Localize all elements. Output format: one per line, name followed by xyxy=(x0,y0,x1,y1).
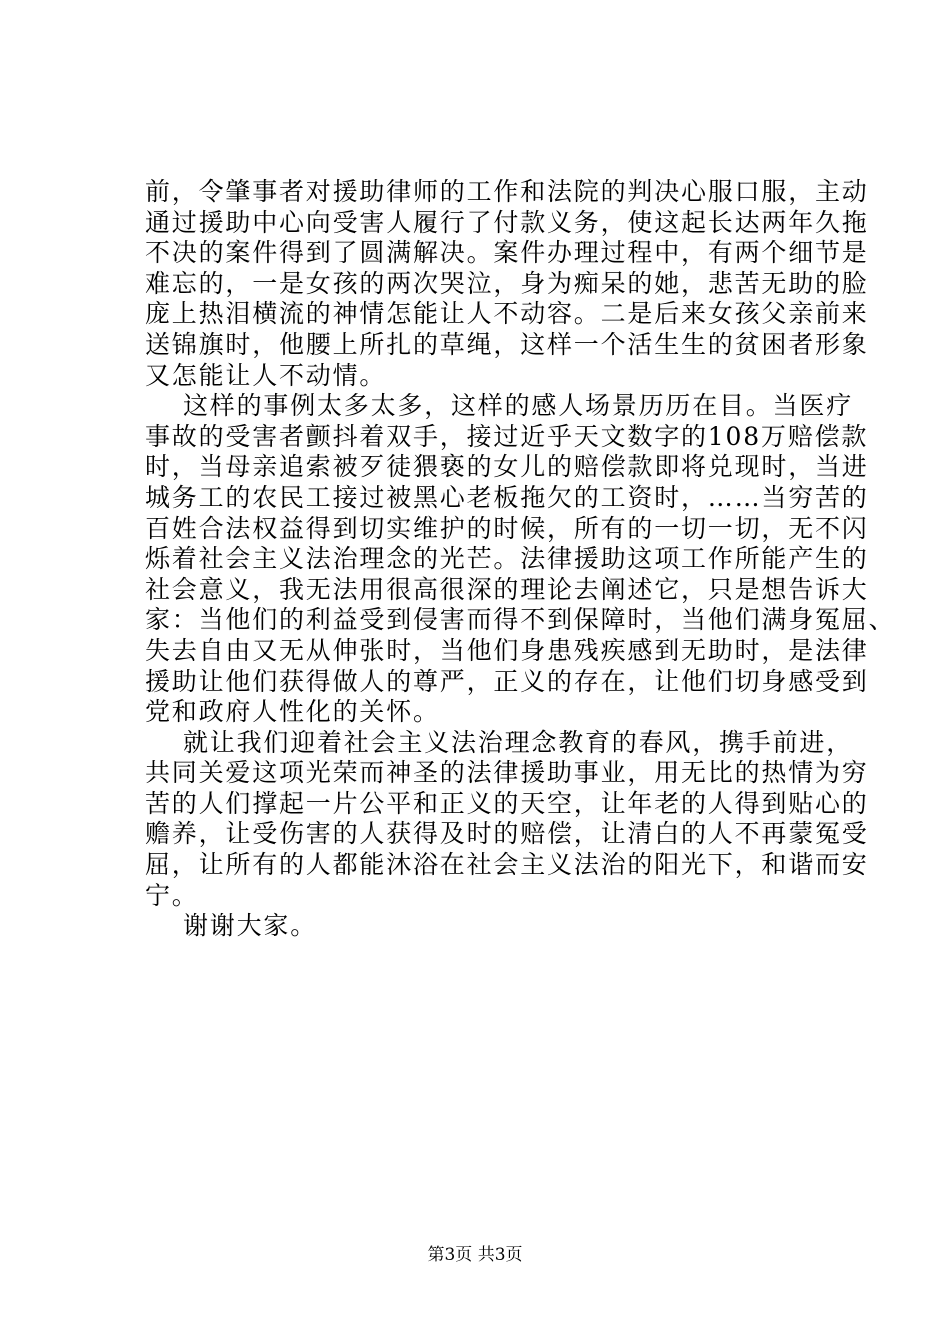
paragraph-2-line-10: 援助让他们获得做人的尊严，正义的存在，让他们切身感受到 xyxy=(145,666,869,696)
paragraph-1-line-5: 庞上热泪横流的神情怎能让人不动容。二是后来女孩父亲前来 xyxy=(145,299,869,329)
paragraph-1-line-7: 又怎能让人不动情。 xyxy=(145,360,387,390)
paragraph-2-line-9: 失去自由又无从伸张时，当他们身患残疾感到无助时，是法律 xyxy=(145,635,869,665)
paragraph-1-line-1: 前，令肇事者对援助律师的工作和法院的判决心服口服，主动 xyxy=(145,177,869,206)
paragraph-2-line-4: 城务工的农民工接过被黑心老板拖欠的工资时，……当穷苦的 xyxy=(145,482,869,512)
document-body xyxy=(145,177,896,942)
paragraph-2-line-11: 党和政府人性化的关怀。 xyxy=(145,697,440,727)
paragraph-3-line-5: 屈，让所有的人都能沐浴在社会主义法治的阳光下，和谐而安 xyxy=(145,850,869,880)
paragraph-2-line-7: 社会意义，我无法用很高很深的理论去阐述它，只是想告诉大 xyxy=(145,574,869,604)
paragraph-3-line-3: 苦的人们撑起一片公平和正义的天空，让年老的人得到贴心的 xyxy=(145,788,869,818)
paragraph-1-line-4: 难忘的，一是女孩的两次哭泣，身为痴呆的她，悲苦无助的脸 xyxy=(145,268,869,298)
paragraph-3-line-2: 共同关爱这项光荣而神圣的法律援助事业，用无比的热情为穷 xyxy=(145,758,869,788)
page-number-footer: 第3页 共3页 xyxy=(427,1245,523,1265)
paragraph-3-line-6: 宁。 xyxy=(145,880,199,910)
paragraph-1-line-6: 送锦旗时，他腰上所扎的草绳，这样一个活生生的贫困者形象 xyxy=(145,329,869,359)
paragraph-2-line-5: 百姓合法权益得到切实维护的时候，所有的一切一切，无不闪 xyxy=(145,513,869,543)
paragraph-1-line-3: 不决的案件得到了圆满解决。案件办理过程中，有两个细节是 xyxy=(145,238,869,268)
paragraph-2-line-1: 这样的事例太多太多，这样的感人场景历历在目。当医疗 xyxy=(183,391,854,421)
paragraph-2-line-2: 事故的受害者颤抖着双手，接过近乎天文数字的108万赔偿款 xyxy=(145,421,869,451)
paragraph-3-line-4: 赡养，让受伤害的人获得及时的赔偿，让清白的人不再蒙冤受 xyxy=(145,819,869,849)
paragraph-1-line-2: 通过援助中心向受害人履行了付款义务，使这起长达两年久拖 xyxy=(145,207,869,237)
paragraph-3-line-1: 就让我们迎着社会主义法治理念教育的春风，携手前进， xyxy=(183,727,854,757)
closing-thanks: 谢谢大家。 xyxy=(183,911,318,941)
paragraph-2-line-8: 家：当他们的利益受到侵害而得不到保障时，当他们满身冤屈、 xyxy=(145,605,896,635)
paragraph-2-line-6: 烁着社会主义法治理念的光芒。法律援助这项工作所能产生的 xyxy=(145,544,869,574)
paragraph-2-line-3: 时，当母亲追索被歹徒猥亵的女儿的赔偿款即将兑现时，当进 xyxy=(145,452,869,482)
